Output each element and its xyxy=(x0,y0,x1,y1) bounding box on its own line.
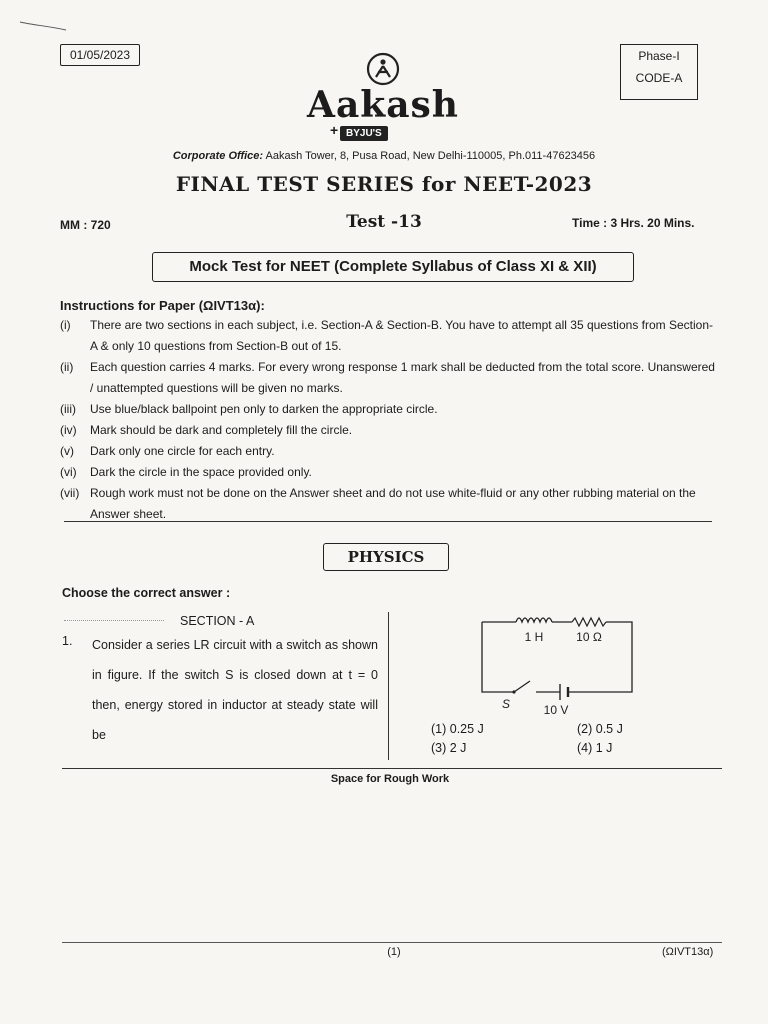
phase-code-box xyxy=(620,44,698,100)
plus-sign: + xyxy=(330,122,339,138)
option-3[interactable]: (3) 2 J xyxy=(431,741,467,755)
corporate-label: Corporate Office: xyxy=(172,150,264,162)
date-box: 01/05/2023 xyxy=(60,44,140,66)
lr-circuit-diagram xyxy=(472,608,642,718)
rough-work-label: Space for Rough Work xyxy=(330,773,450,785)
column-divider xyxy=(388,612,389,760)
question-number: 1. xyxy=(62,634,73,648)
section-heading: SECTION - A xyxy=(180,614,255,628)
footer-divider xyxy=(62,942,722,943)
aakash-logo-icon xyxy=(366,52,400,86)
instruction-item: (iii) Use blue/black ballpoint pen only to darken the appropriate circle. xyxy=(60,402,438,416)
divider xyxy=(62,768,722,769)
sub-brand-badge: BYJU'S xyxy=(340,126,388,141)
instruction-item: (i) There are two sections in each subject, i.e. Section-A & Section-B. You have to attempt all 35 questions from Section-A & only 10 questions from Section-B out of 15. xyxy=(60,318,714,353)
test-name: Test -13 xyxy=(346,212,422,232)
instruction-item: (v) Dark only one circle for each entry. xyxy=(60,444,275,458)
subject-heading: PHYSICS xyxy=(323,543,449,571)
page-title: FINAL TEST SERIES for NEET-2023 xyxy=(175,172,593,196)
max-marks: MM : 720 xyxy=(60,218,111,232)
corporate-office xyxy=(0,150,768,162)
switch-label: S xyxy=(501,697,511,711)
instruction-item: (vi) Dark the circle in the space provided only. xyxy=(60,465,312,479)
instruction-item: (vii) Rough work must not be done on the Answer sheet and do not use white-fluid or any other rubbing material on the Answer sheet. xyxy=(60,486,696,521)
corporate-address: Aakash Tower, 8, Pusa Road, New Delhi-110005, Ph.011-47623456 xyxy=(265,150,596,162)
option-4[interactable]: (4) 1 J xyxy=(577,741,613,755)
code-label: CODE-A xyxy=(635,71,683,85)
instructions-heading: Instructions for Paper (ΩIVT13α): xyxy=(60,298,265,313)
instruction-item: (ii) Each question carries 4 marks. For every wrong response 1 mark shall be deducted from the total score. Unanswered / unattempted questions will be given no marks. xyxy=(60,360,715,395)
duration: Time : 3 Hrs. 20 Mins. xyxy=(572,216,695,230)
inductor-label: 1 H xyxy=(524,630,544,644)
resistor-label: 10 Ω xyxy=(576,630,602,644)
option-1[interactable]: (1) 0.25 J xyxy=(431,722,484,736)
divider xyxy=(64,521,712,522)
choose-instruction: Choose the correct answer : xyxy=(62,586,231,600)
battery-label: 10 V xyxy=(543,703,569,717)
phase-label: Phase-I xyxy=(638,49,680,63)
brand-logo-text: Aakash xyxy=(307,84,459,126)
instruction-item: (iv) Mark should be dark and completely fill the circle. xyxy=(60,423,353,437)
paper-code: (ΩIVT13α) xyxy=(662,946,714,958)
page-number: (1) xyxy=(387,946,401,958)
mock-test-banner: Mock Test for NEET (Complete Syllabus of Class XI & XII) xyxy=(152,252,634,282)
option-2[interactable]: (2) 0.5 J xyxy=(577,722,623,736)
instructions-list xyxy=(60,315,720,525)
question-text: Consider a series LR circuit with a switch as shown in figure. If the switch S is closed down at t = 0 then, energy stored in inductor at steady state will be xyxy=(92,638,378,742)
pen-mark xyxy=(18,20,68,32)
section-rule xyxy=(64,620,164,621)
